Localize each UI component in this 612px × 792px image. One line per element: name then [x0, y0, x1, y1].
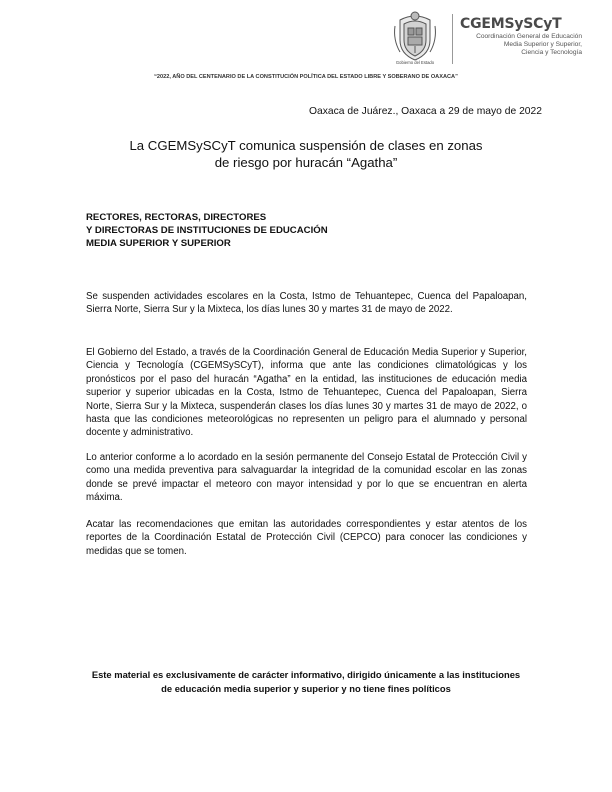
brand-subtitle — [462, 33, 582, 57]
paragraph-announcement: El Gobierno del Estado, a través de la Coordinación General de Educación Media Superior y Superior, Ciencia y Tecnología (CGEMSySCyT), informa que ante las condiciones climatológicas y los pronósticos por el paso del huracán “Agatha” en la entidad, las instituciones de educación media superior y superior ubicadas en la Costa, Istmo de Tehuantepec, Cuenca del Papaloapan, Sierra Norte, Sierra Sur y la Mixteca, suspenderán clases los días lunes 30 y martes 31 de mayo de 2022, o hasta que las condiciones meteorológicas no representen un peligro para el alumnado y personal docente y administrativo. — [86, 347, 527, 439]
year-motto: “2022, AÑO DEL CENTENARIO DE LA CONSTITUCIÓN POLÍTICA DEL ESTADO LIBRE Y SOBERANO DE OAXACA” — [154, 74, 458, 80]
title-line: de riesgo por huracán “Agatha” — [214, 155, 398, 170]
oaxaca-state-seal-icon — [392, 10, 438, 62]
recipients-block — [86, 211, 328, 250]
disclaimer-line: Este material es exclusivamente de carácter informativo, dirigido únicamente a las instituciones — [91, 669, 521, 680]
recipient-line: MEDIA SUPERIOR Y SUPERIOR — [86, 238, 231, 249]
recipient-line: Y DIRECTORAS DE INSTITUCIONES DE EDUCACIÓN — [86, 225, 328, 236]
seal-caption: Gobierno del Estado — [395, 60, 435, 65]
header-divider — [452, 14, 453, 64]
title-line: La CGEMSySCyT comunica suspensión de clases en zonas — [129, 138, 483, 153]
letterhead — [0, 0, 612, 78]
brand-subtitle-line: Ciencia y Tecnología — [521, 49, 582, 56]
recipient-line: RECTORES, RECTORAS, DIRECTORES — [86, 212, 267, 223]
brand-subtitle-line: Media Superior y Superior, — [503, 41, 582, 48]
disclaimer-footer — [60, 668, 552, 696]
disclaimer-line: de educación media superior y superior y no tiene fines políticos — [161, 683, 451, 694]
paragraph-suspension: Se suspenden actividades escolares en la Costa, Istmo de Tehuantepec, Cuenca del Papaloapan, Sierra Norte, Sierra Sur y la Mixteca, los días lunes 30 y martes 31 de mayo de 2022. — [86, 291, 527, 316]
paragraph-recommendations: Acatar las recomendaciones que emitan las autoridades correspondientes y estar atentos de los reportes de la Coordinación Estatal de Protección Civil (CEPCO) para conocer las condiciones y medidas que se tomen. — [86, 519, 527, 557]
brand-name: CGEMSySCyT — [460, 16, 562, 32]
paragraph-civil-protection: Lo anterior conforme a lo acordado en la sesión permanente del Consejo Estatal de Protección Civil y como una medida preventiva para salvaguardar la integridad de la comunidad escolar en las zonas donde se prevé impactar el meteoro con mayor intensidad y por lo que se encuentran en alerta máxima. — [86, 452, 527, 504]
brand-subtitle-line: Coordinación General de Educación — [476, 33, 582, 40]
place-date: Oaxaca de Juárez., Oaxaca a 29 de mayo de 2022 — [309, 106, 542, 117]
page-title — [0, 137, 612, 171]
